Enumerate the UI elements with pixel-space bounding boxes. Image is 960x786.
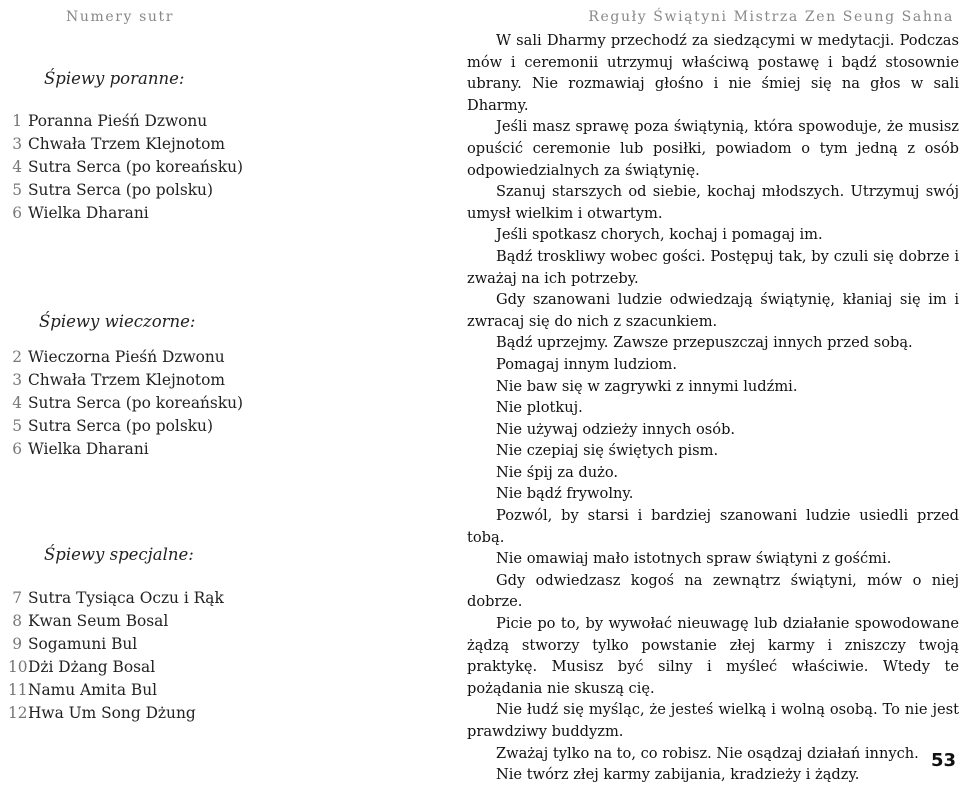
- evening-chants-list: [8, 346, 243, 461]
- toc-label: Sutra Serca (po koreańsku): [28, 158, 244, 176]
- toc-label: Wielka Dharani: [28, 440, 149, 458]
- rule-paragraph: Nie twórz złej karmy zabijania, kradzieży i żądzy.: [496, 766, 860, 784]
- toc-item: [8, 202, 243, 225]
- toc-item: [8, 369, 243, 392]
- toc-item: [8, 438, 243, 461]
- toc-label: Sutra Serca (po koreańsku): [28, 394, 244, 412]
- rule-paragraph: Nie śpij za dużo.: [496, 463, 619, 481]
- toc-label: Dżi Dżang Bosal: [28, 658, 156, 676]
- rule-paragraph: Pomagaj innym ludziom.: [496, 355, 677, 373]
- running-head-right: Reguły Świątyni Mistrza Zen Seung Sahna: [588, 9, 954, 25]
- toc-item: [8, 656, 224, 679]
- rule-paragraph: Zważaj tylko na to, co robisz. Nie osądzaj działań innych.: [496, 744, 919, 762]
- toc-label: Hwa Um Song Dżung: [28, 704, 196, 722]
- toc-item: [8, 587, 224, 610]
- rule-paragraph: Bądź uprzejmy. Zawsze przepuszczaj innych przed sobą.: [496, 334, 913, 352]
- toc-label: Chwała Trzem Klejnotom: [28, 135, 225, 153]
- toc-number: 12: [8, 704, 28, 722]
- toc-item: [8, 633, 224, 656]
- rule-paragraph: Nie używaj odzieży innych osób.: [496, 420, 736, 438]
- toc-number: 10: [8, 658, 28, 676]
- temple-rules-text: [467, 30, 959, 786]
- toc-number: 4: [12, 394, 22, 412]
- toc-label: Sutra Tysiąca Oczu i Rąk: [28, 589, 224, 607]
- rule-paragraph: Nie omawiaj mało istotnych spraw świątyni z gośćmi.: [496, 550, 892, 568]
- toc-label: Poranna Pieśń Dzwonu: [28, 112, 208, 130]
- toc-item: [8, 156, 243, 179]
- toc-label: Sutra Serca (po polsku): [28, 181, 213, 199]
- toc-item: [8, 179, 243, 202]
- rule-paragraph: Nie plotkuj.: [496, 399, 583, 417]
- rule-paragraph: Nie bądź frywolny.: [496, 485, 634, 503]
- toc-number: 5: [12, 181, 22, 199]
- rule-paragraph: Nie baw się w zagrywki z innymi ludźmi.: [496, 377, 798, 395]
- rule-paragraph: Gdy szanowani ludzie odwiedzają świątynię, kłaniaj się im i zwracaj się do nich z szacunkiem.: [467, 291, 959, 330]
- toc-number: 3: [12, 135, 22, 153]
- toc-item: [8, 133, 243, 156]
- toc-item: [8, 110, 243, 133]
- section-title-evening: Śpiewy wieczorne:: [39, 312, 196, 331]
- toc-label: Wielka Dharani: [28, 204, 149, 222]
- toc-item: [8, 415, 243, 438]
- toc-number: 6: [12, 204, 22, 222]
- rule-paragraph: Pozwól, by starsi i bardziej szanowani ludzie usiedli przed tobą.: [467, 507, 959, 546]
- toc-label: Sutra Serca (po polsku): [28, 417, 213, 435]
- special-chants-list: [8, 587, 224, 725]
- toc-item: [8, 346, 243, 369]
- rule-paragraph: Gdy odwiedzasz kogoś na zewnątrz świątyni, mów o niej dobrze.: [467, 571, 959, 611]
- toc-item: [8, 610, 224, 633]
- rule-paragraph: Jeśli masz sprawę poza świątynią, która spowoduje, że musisz opuścić ceremonie lub posiłki, powiadom o tym jedną z osób odpowiedzialnych za świątynię.: [467, 118, 959, 179]
- rule-paragraph: Nie czepiaj się świętych pism.: [496, 442, 719, 460]
- rule-paragraph: Bądź troskliwy wobec gości. Postępuj tak, by czuli się dobrze i zważaj na ich potrzeby.: [467, 247, 959, 287]
- toc-item: [8, 392, 243, 415]
- toc-number: 7: [12, 589, 22, 607]
- rule-paragraph: Jeśli spotkasz chorych, kochaj i pomagaj im.: [496, 226, 823, 244]
- toc-label: Sogamuni Bul: [28, 635, 138, 653]
- toc-number: 6: [12, 440, 22, 458]
- toc-number: 4: [12, 158, 22, 176]
- section-title-morning: Śpiewy poranne:: [44, 69, 185, 88]
- toc-number: 3: [12, 371, 22, 389]
- toc-label: Chwała Trzem Klejnotom: [28, 371, 225, 389]
- rule-paragraph: Szanuj starszych od siebie, kochaj młodszych. Utrzymuj swój umysł wielkim i otwartym.: [467, 183, 959, 222]
- morning-chants-list: [8, 110, 243, 225]
- toc-number: 9: [12, 635, 22, 653]
- page-number: 53: [930, 750, 956, 771]
- toc-number: 2: [12, 348, 22, 366]
- left-page: [0, 0, 460, 772]
- running-head-left: Numery sutr: [66, 9, 174, 25]
- rule-paragraph: Picie po to, by wywołać nieuwagę lub działanie spowodowane żądzą stworzy tylko powstanie złej karmy i zniszczy twoją praktykę. Musisz być silny i myśleć właściwie. Wtedy te pożądania nie skuszą cię.: [467, 615, 959, 697]
- toc-label: Namu Amita Bul: [28, 681, 158, 699]
- section-title-special: Śpiewy specjalne:: [44, 545, 194, 564]
- toc-label: Wieczorna Pieśń Dzwonu: [28, 348, 225, 366]
- toc-number: 8: [12, 612, 22, 630]
- toc-number: 1: [12, 112, 22, 130]
- toc-number: 5: [12, 417, 22, 435]
- rule-paragraph: W sali Dharmy przechodź za siedzącymi w medytacji. Podczas mów i ceremonii utrzymuj właściwą postawę i bądź stosownie ubrany. Nie rozmawiaj głośno i nie śmiej się na głos w sali Dharmy.: [467, 32, 959, 114]
- toc-label: Kwan Seum Bosal: [28, 612, 169, 630]
- toc-item: [8, 702, 224, 725]
- rule-paragraph: Nie łudź się myśląc, że jesteś wielką i wolną osobą. To nie jest prawdziwy buddyzm.: [467, 701, 959, 740]
- toc-item: [8, 679, 224, 702]
- toc-number: 11: [8, 681, 28, 699]
